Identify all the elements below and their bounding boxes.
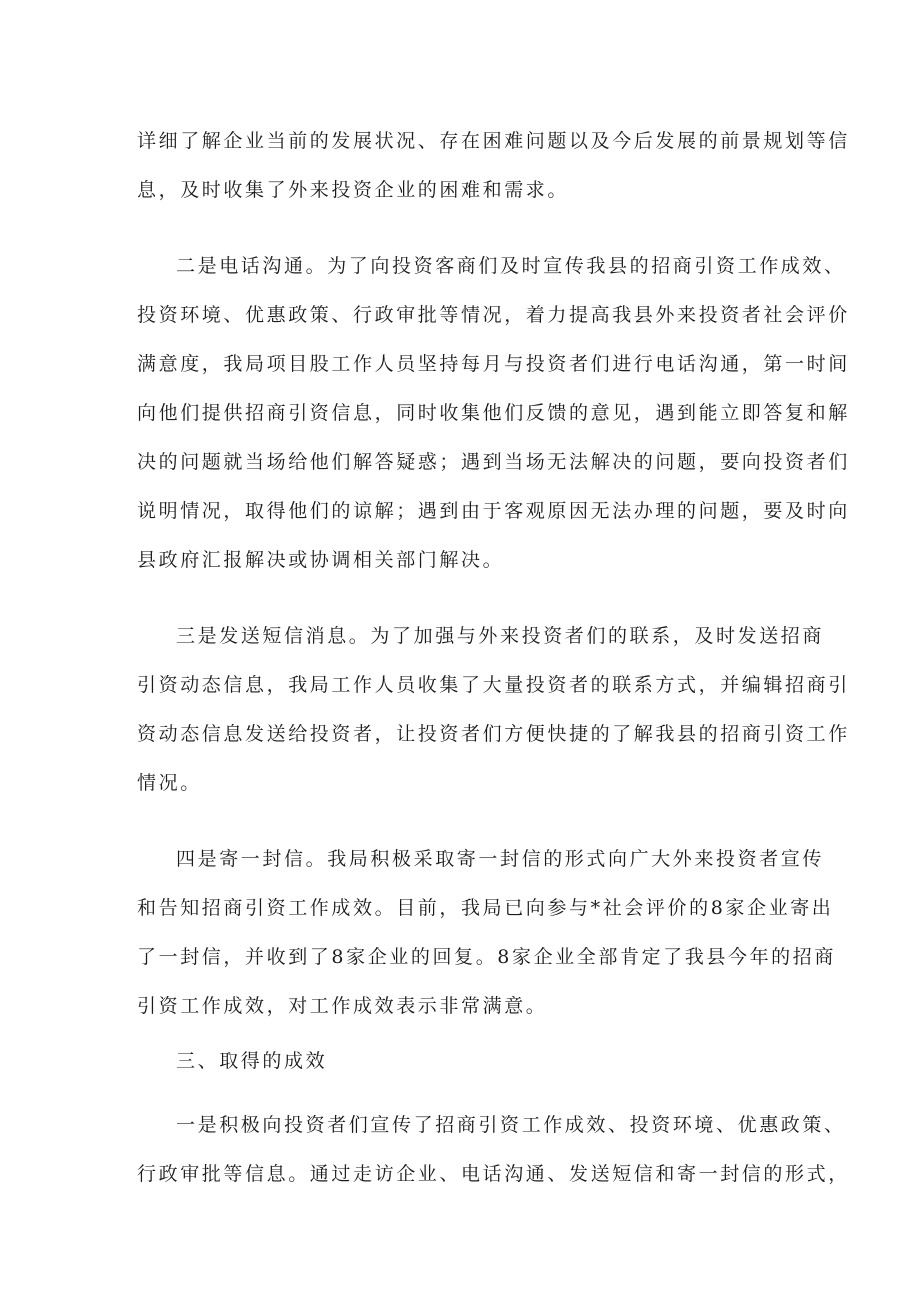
- text-line: 引资工作成效，对工作成效表示非常满意。: [137, 995, 548, 1017]
- text-line: 了一封信，并收到了8家企业的回复。8家企业全部肯定了我县今年的招商: [137, 946, 836, 968]
- text-line: 满意度，我局项目股工作人员坚持每月与投资者们进行电话沟通，第一时间: [137, 353, 850, 375]
- text-line: 投资环境、优惠政策、行政审批等情况，着力提高我县外来投资者社会评价: [137, 304, 850, 326]
- text-line: 资动态信息发送给投资者，让投资者们方便快捷的了解我县的招商引资工作: [137, 723, 850, 745]
- text-line: 一是积极向投资者们宣传了招商引资工作成效、投资环境、优惠政策、: [176, 1114, 846, 1136]
- text-line: 决的问题就当场给他们解答疑惑；遇到当场无法解决的问题，要向投资者们: [137, 451, 850, 473]
- text-line: 四是寄一封信。我局积极采取寄一封信的形式向广大外来投资者宣传: [176, 848, 825, 870]
- text-line: 说明情况，取得他们的谅解；遇到由于客观原因无法办理的问题，要及时向: [137, 500, 850, 522]
- text-line: 和告知招商引资工作成效。目前，我局已向参与*社会评价的8家企业寄出: [137, 897, 834, 919]
- section-heading: 三、取得的成效: [176, 1050, 328, 1072]
- text-line: 引资动态信息，我局工作人员收集了大量投资者的联系方式，并编辑招商引: [137, 674, 850, 696]
- text-line: 二是电话沟通。为了向投资客商们及时宣传我县的招商引资工作成效、: [176, 255, 846, 277]
- text-line: 详细了解企业当前的发展状况、存在困难问题以及今后发展的前景规划等信: [137, 130, 850, 152]
- text-line: 三是发送短信消息。为了加强与外来投资者们的联系，及时发送招商: [176, 625, 825, 647]
- text-line: 行政审批等信息。通过走访企业、电话沟通、发送短信和寄一封信的形式，: [137, 1163, 850, 1185]
- text-line: 向他们提供招商引资信息，同时收集他们反馈的意见，遇到能立即答复和解: [137, 402, 850, 424]
- text-line: 情况。: [137, 772, 202, 794]
- text-line: 县政府汇报解决或协调相关部门解决。: [137, 549, 505, 571]
- text-line: 息，及时收集了外来投资企业的困难和需求。: [137, 179, 570, 201]
